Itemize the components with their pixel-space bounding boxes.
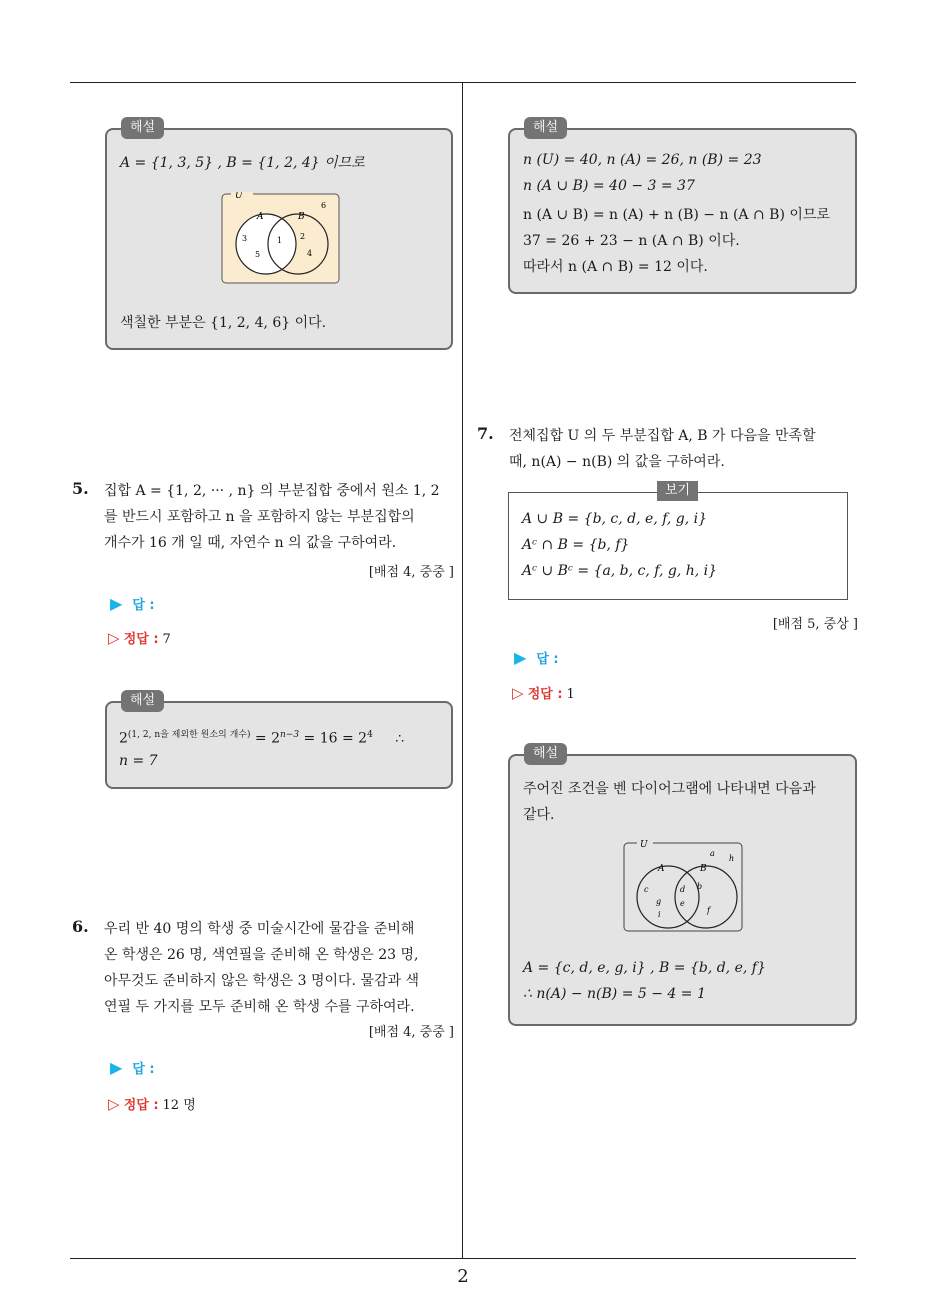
solution-box-q7 xyxy=(508,746,857,1026)
solution-line xyxy=(119,727,404,747)
correct-label: 정답 : xyxy=(123,1098,159,1113)
correct-label: 정답 : xyxy=(123,632,159,647)
bottom-rule xyxy=(70,1258,856,1259)
question-line: 우리 반 40 명의 학생 중 미술시간에 물감을 준비해 xyxy=(104,921,415,937)
power-base: 2 xyxy=(119,730,128,747)
power-exponent: (1, 2, n을 제외한 원소의 개수) xyxy=(127,730,251,740)
question-text xyxy=(104,916,419,1020)
venn-label-a: A xyxy=(658,864,665,874)
question-line: 때, n(A) − n(B) 의 값을 구하여라. xyxy=(509,454,725,470)
answer-label: 답 : xyxy=(132,598,155,613)
correct-answer xyxy=(108,628,171,647)
solution-line: ∴ n(A) − n(B) = 5 − 4 = 1 xyxy=(523,986,706,1002)
solution-line: n = 7 xyxy=(119,753,158,769)
play-icon: ▶ xyxy=(110,594,123,613)
venn-label-b: B xyxy=(298,212,305,222)
correct-answer xyxy=(108,1094,196,1113)
page-number: 2 xyxy=(457,1266,469,1287)
answer-prompt xyxy=(514,648,559,667)
venn-element: 5 xyxy=(255,250,261,259)
venn-element: f xyxy=(707,906,710,915)
solution-box-set-shading xyxy=(105,120,453,350)
question-line: 개수가 16 개 일 때, 자연수 n 의 값을 구하여라. xyxy=(104,535,397,551)
solution-tag: 해설 xyxy=(121,690,164,712)
venn-element: d xyxy=(680,885,686,894)
solution-tag: 해설 xyxy=(524,743,567,765)
answer-prompt xyxy=(110,594,155,613)
therefore-symbol: ∴ xyxy=(395,730,405,747)
solution-tag: 해설 xyxy=(524,117,567,139)
set-b-circle xyxy=(675,866,737,928)
venn-element: 1 xyxy=(277,236,283,245)
venn-element: i xyxy=(658,910,661,919)
venn-element: 2 xyxy=(300,232,306,241)
venn-label-u: U xyxy=(640,840,648,850)
question-line: 전체집합 U 의 두 부분집합 A, B 가 다음을 만족할 xyxy=(509,428,816,444)
column-divider xyxy=(462,83,463,1259)
venn-diagram-shaded xyxy=(221,192,341,284)
venn-label-u: U xyxy=(235,192,243,201)
question-number: 6. xyxy=(72,917,89,936)
condition-line: Aᶜ ∩ B = {b, f} xyxy=(522,537,630,553)
answer-prompt xyxy=(110,1058,155,1077)
venn-diagram-q7 xyxy=(623,839,745,933)
venn-label-b: B xyxy=(700,864,707,874)
solution-line: n (A ∪ B) = n (A) + n (B) − n (A ∩ B) 이므로 xyxy=(523,207,830,223)
answer-label: 답 : xyxy=(132,1062,155,1077)
question-line: 아무것도 준비하지 않은 학생은 3 명이다. 물감과 색 xyxy=(104,973,419,989)
venn-element: 4 xyxy=(307,249,313,258)
venn-label-a: A xyxy=(257,212,264,222)
equation-part: = 2 xyxy=(254,730,281,747)
solution-line: A = {1, 3, 5} , B = {1, 2, 4} 이므로 xyxy=(120,155,365,171)
solution-box-q6 xyxy=(508,120,857,294)
power-exponent: 4 xyxy=(367,730,373,740)
correct-answer xyxy=(512,683,575,702)
outline-play-icon: ▷ xyxy=(108,629,120,647)
venn-element: e xyxy=(680,899,685,908)
solution-line: n (A ∪ B) = 40 − 3 = 37 xyxy=(523,178,695,194)
question-text xyxy=(509,423,816,475)
score-difficulty: [배점 4, 중중 ] xyxy=(368,1025,454,1040)
solution-line: 같다. xyxy=(523,807,555,823)
equation-part: = 16 = 2 xyxy=(303,730,368,747)
answer-label: 답 : xyxy=(536,652,559,667)
solution-line: 주어진 조건을 벤 다이어그램에 나타내면 다음과 xyxy=(523,781,816,797)
condition-line: Aᶜ ∪ Bᶜ = {a, b, c, f, g, h, i} xyxy=(522,563,718,579)
solution-tag: 해설 xyxy=(121,117,164,139)
correct-value: 7 xyxy=(162,632,171,647)
question-line: 온 학생은 26 명, 색연필을 준비해 온 학생은 23 명, xyxy=(104,947,419,963)
venn-element: h xyxy=(729,854,735,863)
condition-box xyxy=(508,483,848,600)
correct-label: 정답 : xyxy=(527,687,563,702)
play-icon: ▶ xyxy=(110,1058,123,1077)
outline-play-icon: ▷ xyxy=(512,684,524,702)
play-icon: ▶ xyxy=(514,648,527,667)
solution-line: 색칠한 부분은 {1, 2, 4, 6} 이다. xyxy=(120,315,327,331)
venn-element: g xyxy=(656,897,662,906)
venn-element: c xyxy=(644,885,649,894)
venn-element: 6 xyxy=(321,201,327,210)
set-a-circle xyxy=(637,866,699,928)
question-line: 집합 A = {1, 2, ··· , n} 의 부분집합 중에서 원소 1, 2 xyxy=(104,483,440,499)
question-line: 를 반드시 포함하고 n 을 포함하지 않는 부분집합의 xyxy=(104,509,415,525)
score-difficulty: [배점 5, 중상 ] xyxy=(772,617,858,632)
top-rule xyxy=(70,82,856,83)
power-exponent: n−3 xyxy=(280,730,300,740)
question-number: 7. xyxy=(477,424,494,443)
correct-value: 12 명 xyxy=(162,1098,196,1113)
venn-element: a xyxy=(710,849,715,858)
condition-tag: 보기 xyxy=(657,481,698,501)
set-a-circle xyxy=(236,214,296,274)
condition-line: A ∪ B = {b, c, d, e, f, g, i} xyxy=(522,511,708,527)
solution-line: 37 = 26 + 23 − n (A ∩ B) 이다. xyxy=(523,233,740,249)
score-difficulty: [배점 4, 중중 ] xyxy=(368,565,454,580)
outline-play-icon: ▷ xyxy=(108,1095,120,1113)
question-line: 연필 두 가지를 모두 준비해 온 학생 수를 구하여라. xyxy=(104,999,415,1015)
question-number: 5. xyxy=(72,479,89,498)
correct-value: 1 xyxy=(566,687,575,702)
solution-line: A = {c, d, e, g, i} , B = {b, d, e, f} xyxy=(523,960,766,976)
venn-element: b xyxy=(697,882,703,891)
solution-line: n (U) = 40, n (A) = 26, n (B) = 23 xyxy=(523,152,762,168)
solution-line: 따라서 n (A ∩ B) = 12 이다. xyxy=(523,259,708,275)
solution-box-q5 xyxy=(105,693,453,789)
venn-element: 3 xyxy=(242,234,248,243)
question-text xyxy=(104,478,440,556)
